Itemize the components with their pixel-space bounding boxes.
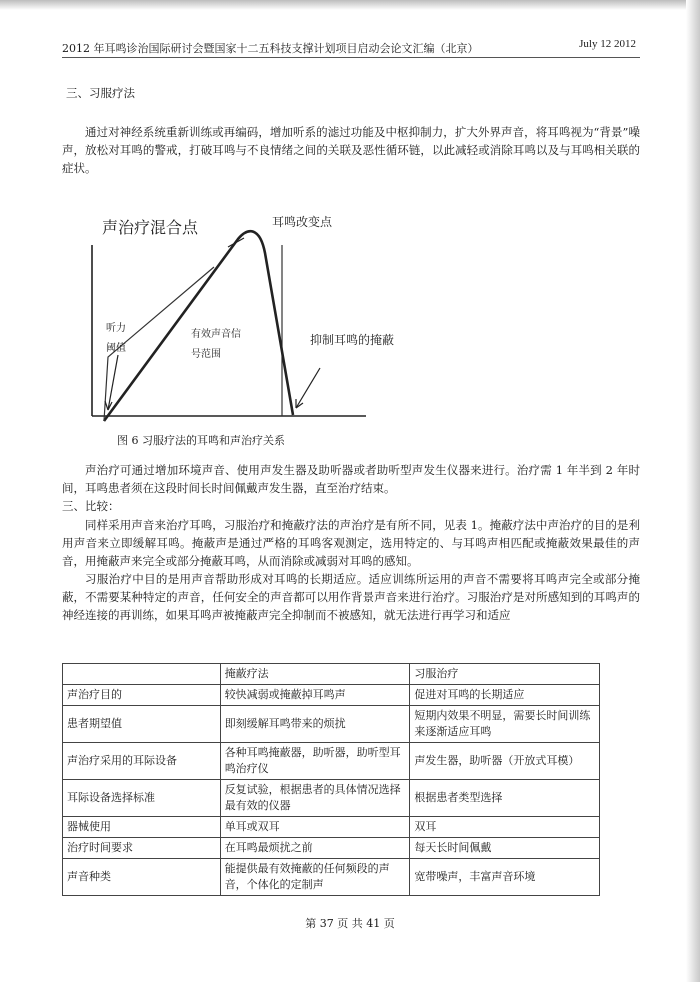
figure-masking-arrow [296,368,320,408]
table-row-label: 治疗时间要求 [63,838,221,859]
page-number: 第 37 页 共 41 页 [305,917,395,930]
paragraph-comparison: 同样采用声音来治疗耳鸣，习服治疗和掩蔽疗法的声治疗是有所不同，见表 1。掩蔽疗法中声治疗的目的是利用声音来立即缓解耳鸣。掩蔽声是通过严格的耳鸣客观测定，选用特定的、与耳鸣声相匹配或掩蔽效果最佳的声音，用掩蔽声来完全或部分掩蔽耳鸣，从而消除或减弱对耳鸣的感知。 [62,518,640,568]
figure-peak-label: 耳鸣改变点 [272,215,333,229]
table-cell: 声发生器，助听器（开放式耳模） [410,743,600,780]
figure-graph [88,205,370,427]
table-cell: 短期内效果不明显，需要长时间训练来逐渐适应耳鸣 [410,706,600,743]
table-row-label: 耳际设备选择标准 [63,780,221,817]
header-title: 2012 年耳鸣诊治国际研讨会暨国家十二五科技支撑计划项目启动会论文汇编（北京） [62,42,479,55]
table-row-label: 声音种类 [63,859,221,896]
table-row-label: 患者期望值 [63,706,221,743]
figure-mid-label-1: 有效声音信 [191,329,241,340]
table-cell: 能提供最有效掩蔽的任何频段的声音，个体化的定制声 [220,859,410,896]
table-cell: 即刻缓解耳鸣带来的烦扰 [220,706,410,743]
table-cell: 习服治疗 [410,664,600,685]
table-row-label: 声治疗目的 [63,685,221,706]
figure-left-label-1: 听力 [106,323,126,334]
table-row [63,859,600,896]
section-heading-habituation: 三、习服疗法 [66,86,135,100]
table-cell: 每天长时间佩戴 [410,838,600,859]
table-row-label [63,664,221,685]
figure-peak-pointer [228,238,244,247]
comparison-table [62,663,600,896]
table-row [63,706,600,743]
header-rule [62,57,640,58]
paragraph-habituation-detail: 习服治疗中目的是用声音帮助形成对耳鸣的长期适应。适应训练所运用的声音不需要将耳鸣声完全或部分掩蔽，不需要某种特定的声音，任何安全的声音都可以用作背景声音来进行治疗。习服治疗是对所感知到的耳鸣声的神经连接的再训练，如果耳鸣声被掩蔽声完全抑制而不被感知，就无法进行再学习和适应 [62,572,640,622]
table-cell: 各种耳鸣掩蔽器，助听器，助听型耳鸣治疗仪 [220,743,410,780]
table-cell: 反复试验，根据患者的具体情况选择最有效的仪器 [220,780,410,817]
figure-6 [88,205,395,427]
table-row-label: 器械使用 [63,817,221,838]
header-date: July 12 2012 [579,38,636,50]
figure-threshold-arrow [108,355,118,410]
figure-left-label-2: 阈值 [106,343,126,354]
table-cell: 宽带噪声，丰富声音环境 [410,859,600,896]
table-cell: 双耳 [410,817,600,838]
table-cell: 单耳或双耳 [220,817,410,838]
table-cell: 在耳鸣最烦扰之前 [220,838,410,859]
table-row [63,838,600,859]
table-row [63,780,600,817]
figure-caption: 图 6 习服疗法的耳鸣和声治疗关系 [117,434,285,447]
table-row [63,743,600,780]
scan-top-shadow [0,0,700,10]
paragraph-sound-therapy: 声治疗可通过增加环境声音、使用声发生器及助听器或者助听型声发生仪器来进行。治疗需 1 年半到 2 年时间，耳鸣患者须在这段时间长时间佩戴声发生器，直至治疗结束。 [62,463,640,495]
table-cell: 促进对耳鸣的长期适应 [410,685,600,706]
table-cell: 根据患者类型选择 [410,780,600,817]
table-header-row [63,664,600,685]
table-row [63,817,600,838]
figure-mid-label-2: 号范围 [191,349,221,360]
table-row-label: 声治疗采用的耳际设备 [63,743,221,780]
figure-right-label: 抑制耳鸣的掩蔽 [310,333,395,347]
section-heading-comparison: 三、比较： [62,499,120,513]
scan-right-shadow [686,0,700,982]
figure-title: 声治疗混合点 [102,218,199,237]
table-cell: 掩蔽疗法 [220,664,410,685]
table-cell: 较快减弱或掩蔽掉耳鸣声 [220,685,410,706]
table-row [63,685,600,706]
paragraph-habituation: 通过对神经系统重新训练或再编码，增加听系的滤过功能及中枢抑制力，扩大外界声音，将耳鸣视为“背景”噪声，放松对耳鸣的警戒，打破耳鸣与不良情绪之间的关联及恶性循环链，以此减轻或消除耳鸣以及与耳鸣相关联的症状。 [62,125,640,175]
